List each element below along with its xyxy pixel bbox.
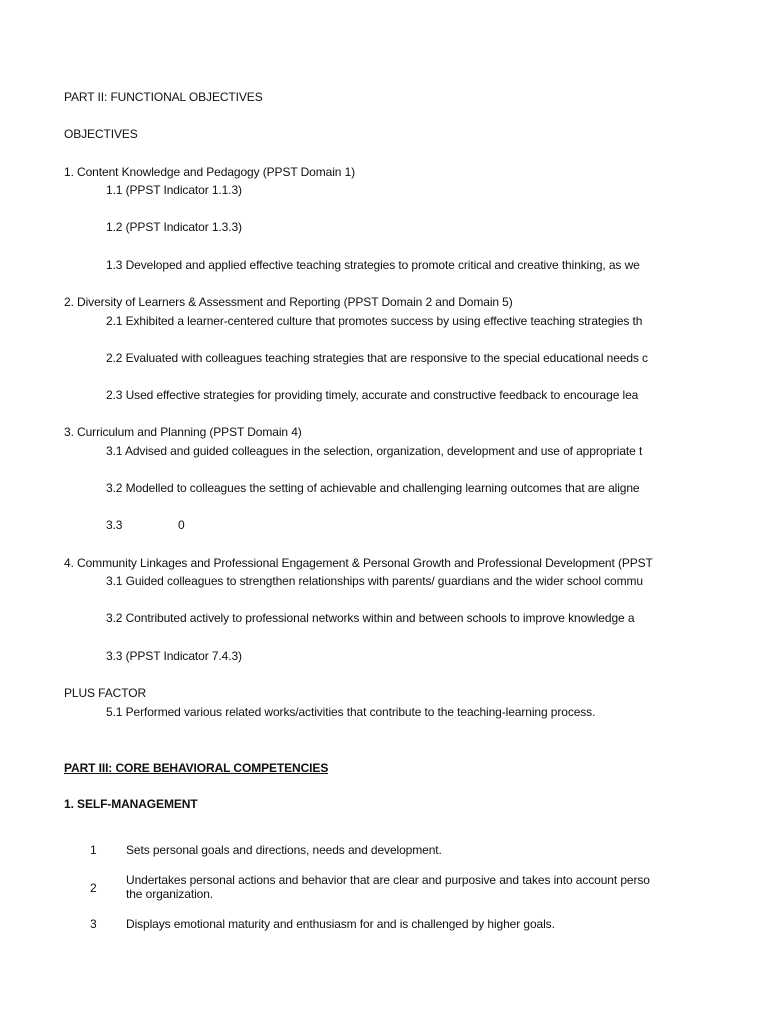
part3-title: PART III: CORE BEHAVIORAL COMPETENCIES [64, 761, 329, 775]
objective-1-3: 1.3 Developed and applied effective teaching strategies to promote critical and creative thinking, as we [106, 258, 640, 272]
section-1-heading: 1. Content Knowledge and Pedagogy (PPST Domain 1) [64, 165, 356, 179]
objective-2-1: 2.1 Exhibited a learner-centered culture that promotes success by using effective teaching strategies th [106, 314, 643, 328]
part2-title: PART II: FUNCTIONAL OBJECTIVES [64, 90, 263, 104]
objective-3-3-number: 3.3 [106, 518, 123, 532]
section-3-heading: 3. Curriculum and Planning (PPST Domain 4) [64, 425, 302, 439]
competency-item-3-number: 3 [90, 917, 97, 931]
competency-item-2-number: 2 [90, 881, 97, 895]
objective-4-3: 3.3 (PPST Indicator 7.4.3) [106, 649, 242, 663]
plus-factor-label: PLUS FACTOR [64, 686, 147, 700]
competency-item-1-text: Sets personal goals and directions, needs and development. [126, 843, 442, 857]
objective-2-2: 2.2 Evaluated with colleagues teaching strategies that are responsive to the special educational needs c [106, 351, 648, 365]
objective-1-1: 1.1 (PPST Indicator 1.1.3) [106, 183, 242, 197]
plus-factor-item: 5.1 Performed various related works/activities that contribute to the teaching-learning process. [106, 705, 596, 719]
competency-heading: 1. SELF-MANAGEMENT [64, 797, 198, 811]
objective-3-2: 3.2 Modelled to colleagues the setting of achievable and challenging learning outcomes that are aligne [106, 481, 640, 495]
competency-item-2-text: Undertakes personal actions and behavior that are clear and purposive and takes into account perso [126, 873, 650, 887]
competency-item-2-text-continued: the organization. [126, 887, 214, 901]
objective-4-1: 3.1 Guided colleagues to strengthen relationships with parents/ guardians and the wider school commu [106, 574, 643, 588]
objective-2-3: 2.3 Used effective strategies for providing timely, accurate and constructive feedback to encourage lea [106, 388, 639, 402]
competency-item-1-number: 1 [90, 843, 97, 857]
objectives-label: OBJECTIVES [64, 127, 138, 141]
competency-item-3-text: Displays emotional maturity and enthusiasm for and is challenged by higher goals. [126, 917, 555, 931]
section-4-heading: 4. Community Linkages and Professional Engagement & Personal Growth and Professional Development (PPST [64, 556, 653, 570]
objective-3-3-value: 0 [178, 518, 185, 532]
objective-1-2: 1.2 (PPST Indicator 1.3.3) [106, 220, 242, 234]
objective-3-1: 3.1 Advised and guided colleagues in the selection, organization, development and use of appropriate t [106, 444, 643, 458]
objective-4-2: 3.2 Contributed actively to professional networks within and between schools to improve knowledge a [106, 611, 635, 625]
section-2-heading: 2. Diversity of Learners & Assessment and Reporting (PPST Domain 2 and Domain 5) [64, 295, 513, 309]
